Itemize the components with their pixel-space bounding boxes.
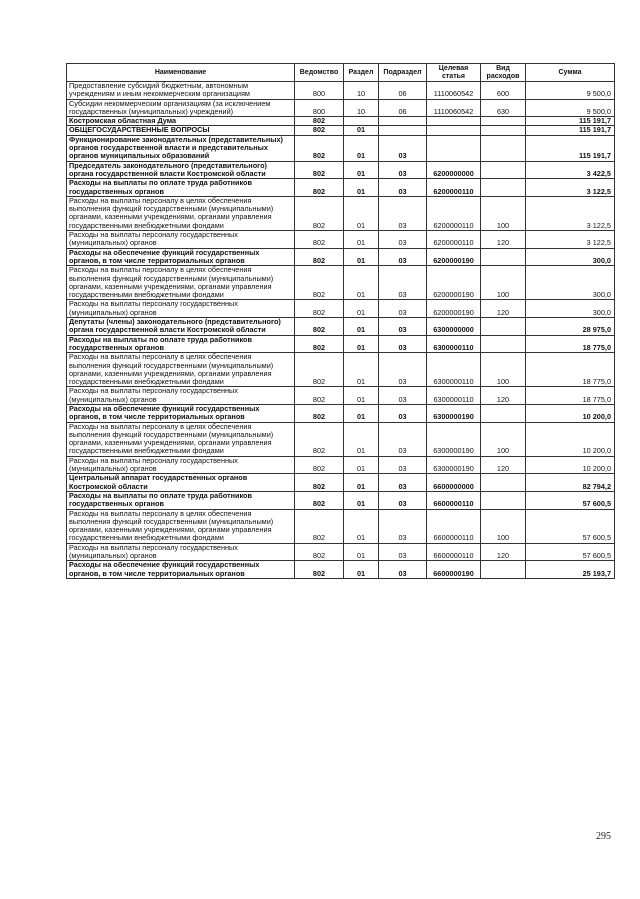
cell-summa: 57 600,5 [526,509,615,543]
cell-podrazdel: 03 [379,161,427,179]
cell-name: Расходы на выплаты по оплате труда работников государственных органов [67,335,295,353]
cell-tselevaya-statya [427,117,481,126]
cell-razdel: 01 [344,474,379,492]
cell-vid-raskhodov: 630 [481,99,526,117]
cell-name: Расходы на обеспечение функций государственных органов, в том числе территориальных органов [67,248,295,266]
cell-tselevaya-statya: 6300000000 [427,318,481,336]
table-row [67,135,615,161]
table-row [67,117,615,126]
cell-summa: 82 794,2 [526,474,615,492]
cell-razdel: 01 [344,335,379,353]
cell-summa: 10 200,0 [526,456,615,474]
cell-summa: 3 122,5 [526,231,615,249]
cell-podrazdel: 03 [379,335,427,353]
cell-vedomstvo: 802 [295,543,344,561]
cell-summa: 3 122,5 [526,196,615,230]
cell-tselevaya-statya: 6600000190 [427,561,481,579]
table-row [67,387,615,405]
cell-name: Расходы на выплаты персоналу государственных (муниципальных) органов [67,387,295,405]
table-row [67,404,615,422]
cell-vid-raskhodov [481,248,526,266]
cell-name: ОБЩЕГОСУДАРСТВЕННЫЕ ВОПРОСЫ [67,126,295,135]
table-row [67,491,615,509]
cell-name: Расходы на выплаты по оплате труда работников государственных органов [67,179,295,197]
cell-podrazdel: 03 [379,135,427,161]
table-row [67,161,615,179]
table-row [67,353,615,387]
cell-summa: 300,0 [526,248,615,266]
cell-name: Расходы на выплаты персоналу в целях обеспечения выполнения функций государственными (муниципальными) органами, казенными учреждениями, органами управления государственными внебюджетными фондами [67,266,295,300]
cell-name: Расходы на выплаты персоналу в целях обеспечения выполнения функций государственными (муниципальными) органами, казенными учреждениями, органами управления государственными внебюджетными фондами [67,353,295,387]
cell-vedomstvo: 802 [295,161,344,179]
cell-vedomstvo: 802 [295,179,344,197]
cell-tselevaya-statya: 6300000110 [427,335,481,353]
cell-razdel: 01 [344,179,379,197]
cell-podrazdel: 03 [379,509,427,543]
table-row [67,231,615,249]
cell-name: Расходы на выплаты персоналу государственных (муниципальных) органов [67,543,295,561]
cell-vid-raskhodov [481,335,526,353]
table-row [67,82,615,100]
cell-vid-raskhodov: 600 [481,82,526,100]
cell-tselevaya-statya: 6600000110 [427,509,481,543]
cell-vedomstvo: 802 [295,126,344,135]
cell-vid-raskhodov: 100 [481,196,526,230]
cell-podrazdel: 03 [379,353,427,387]
cell-tselevaya-statya: 6200000190 [427,248,481,266]
table-row [67,126,615,135]
cell-podrazdel: 03 [379,543,427,561]
cell-name: Расходы на выплаты персоналу государственных (муниципальных) органов [67,300,295,318]
cell-razdel: 01 [344,561,379,579]
cell-podrazdel: 03 [379,266,427,300]
cell-name: Расходы на обеспечение функций государственных органов, в том числе территориальных органов [67,561,295,579]
cell-podrazdel: 03 [379,387,427,405]
cell-razdel: 01 [344,161,379,179]
cell-tselevaya-statya: 6200000000 [427,161,481,179]
cell-podrazdel: 03 [379,456,427,474]
cell-vedomstvo: 802 [295,231,344,249]
cell-tselevaya-statya: 6200000110 [427,196,481,230]
cell-podrazdel: 06 [379,99,427,117]
cell-summa: 9 500,0 [526,82,615,100]
cell-name: Субсидии некоммерческим организациям (за исключением государственных (муниципальных) учреждений) [67,99,295,117]
cell-name: Костромская областная Дума [67,117,295,126]
table-row [67,474,615,492]
cell-tselevaya-statya: 6600000110 [427,543,481,561]
cell-vedomstvo: 802 [295,318,344,336]
cell-vid-raskhodov [481,126,526,135]
table-row [67,99,615,117]
cell-name: Расходы на выплаты персоналу в целях обеспечения выполнения функций государственными (муниципальными) органами, казенными учреждениями, органами управления государственными внебюджетными фондами [67,509,295,543]
cell-razdel: 01 [344,266,379,300]
cell-vedomstvo: 800 [295,99,344,117]
cell-razdel: 01 [344,126,379,135]
cell-summa: 10 200,0 [526,404,615,422]
cell-razdel: 10 [344,82,379,100]
cell-vedomstvo: 800 [295,82,344,100]
cell-razdel: 01 [344,300,379,318]
cell-summa: 57 600,5 [526,491,615,509]
cell-vid-raskhodov: 120 [481,300,526,318]
cell-podrazdel: 03 [379,404,427,422]
table-row [67,543,615,561]
cell-razdel: 01 [344,509,379,543]
header-vid-raskhodov: Вид расходов [481,64,526,82]
cell-razdel: 01 [344,387,379,405]
cell-vid-raskhodov: 100 [481,422,526,456]
cell-vedomstvo: 802 [295,561,344,579]
table-header-row [67,64,615,82]
cell-vid-raskhodov [481,161,526,179]
table-body [67,82,615,579]
table-row [67,422,615,456]
cell-vedomstvo: 802 [295,117,344,126]
cell-podrazdel: 03 [379,248,427,266]
cell-podrazdel: 03 [379,179,427,197]
cell-vid-raskhodov: 120 [481,543,526,561]
header-name: Наименование [67,64,295,82]
cell-razdel: 01 [344,543,379,561]
cell-summa: 115 191,7 [526,135,615,161]
cell-vid-raskhodov: 100 [481,509,526,543]
cell-vedomstvo: 802 [295,335,344,353]
cell-vedomstvo: 802 [295,196,344,230]
page-number: 295 [596,831,611,842]
cell-razdel: 01 [344,196,379,230]
cell-vid-raskhodov [481,561,526,579]
cell-vid-raskhodov: 120 [481,456,526,474]
cell-razdel: 01 [344,404,379,422]
cell-summa: 10 200,0 [526,422,615,456]
cell-tselevaya-statya: 1110060542 [427,99,481,117]
cell-razdel: 01 [344,491,379,509]
table-row [67,509,615,543]
header-razdel: Раздел [344,64,379,82]
header-vedomstvo: Ведомство [295,64,344,82]
cell-vid-raskhodov [481,117,526,126]
cell-summa: 115 191,7 [526,126,615,135]
cell-summa: 3 122,5 [526,179,615,197]
cell-summa: 28 975,0 [526,318,615,336]
cell-tselevaya-statya [427,135,481,161]
cell-tselevaya-statya: 6600000110 [427,491,481,509]
cell-tselevaya-statya: 6300000190 [427,422,481,456]
cell-tselevaya-statya: 6200000190 [427,266,481,300]
cell-podrazdel: 03 [379,561,427,579]
table-row [67,318,615,336]
cell-razdel [344,117,379,126]
table-row [67,561,615,579]
table-row [67,179,615,197]
cell-podrazdel: 06 [379,82,427,100]
cell-tselevaya-statya: 6300000110 [427,387,481,405]
cell-razdel: 01 [344,231,379,249]
cell-vedomstvo: 802 [295,456,344,474]
cell-vid-raskhodov: 100 [481,353,526,387]
cell-vedomstvo: 802 [295,248,344,266]
cell-podrazdel: 03 [379,231,427,249]
cell-podrazdel: 03 [379,422,427,456]
cell-summa: 25 193,7 [526,561,615,579]
cell-vedomstvo: 802 [295,387,344,405]
table-row [67,196,615,230]
cell-name: Расходы на выплаты персоналу государственных (муниципальных) органов [67,456,295,474]
cell-podrazdel: 03 [379,300,427,318]
cell-vid-raskhodov: 120 [481,387,526,405]
cell-name: Функционирование законодательных (представительных) органов государственной власти и представительных органов муниципальных образований [67,135,295,161]
cell-vedomstvo: 802 [295,422,344,456]
table-row [67,266,615,300]
cell-name: Центральный аппарат государственных органов Костромской области [67,474,295,492]
cell-vid-raskhodov [481,491,526,509]
cell-vedomstvo: 802 [295,135,344,161]
cell-podrazdel: 03 [379,196,427,230]
cell-name: Предоставление субсидий бюджетным, автономным учреждениям и иным некоммерческим организациям [67,82,295,100]
cell-vedomstvo: 802 [295,404,344,422]
cell-razdel: 01 [344,353,379,387]
cell-podrazdel: 03 [379,474,427,492]
cell-name: Председатель законодательного (представительного) органа государственной власти Костромской области [67,161,295,179]
cell-vid-raskhodov [481,318,526,336]
cell-name: Расходы на выплаты по оплате труда работников государственных органов [67,491,295,509]
cell-razdel: 01 [344,135,379,161]
cell-summa: 57 600,5 [526,543,615,561]
cell-summa: 300,0 [526,300,615,318]
cell-vedomstvo: 802 [295,474,344,492]
cell-name: Расходы на выплаты персоналу государственных (муниципальных) органов [67,231,295,249]
cell-vedomstvo: 802 [295,491,344,509]
table-row [67,456,615,474]
cell-tselevaya-statya: 6600000000 [427,474,481,492]
cell-vid-raskhodov: 120 [481,231,526,249]
cell-razdel: 10 [344,99,379,117]
cell-podrazdel [379,117,427,126]
cell-vedomstvo: 802 [295,353,344,387]
cell-vid-raskhodov [481,404,526,422]
cell-tselevaya-statya: 6300000190 [427,404,481,422]
cell-vedomstvo: 802 [295,300,344,318]
cell-summa: 18 775,0 [526,335,615,353]
cell-tselevaya-statya: 1110060542 [427,82,481,100]
cell-summa: 3 422,5 [526,161,615,179]
cell-vedomstvo: 802 [295,509,344,543]
cell-podrazdel: 03 [379,318,427,336]
cell-tselevaya-statya: 6300000110 [427,353,481,387]
cell-podrazdel [379,126,427,135]
table-row [67,300,615,318]
cell-podrazdel: 03 [379,491,427,509]
cell-name: Расходы на выплаты персоналу в целях обеспечения выполнения функций государственными (муниципальными) органами, казенными учреждениями, органами управления государственными внебюджетными фондами [67,196,295,230]
cell-vid-raskhodov [481,474,526,492]
cell-name: Депутаты (члены) законодательного (представительного) органа государственной власти Костромской области [67,318,295,336]
cell-tselevaya-statya [427,126,481,135]
table-row [67,335,615,353]
cell-summa: 18 775,0 [526,387,615,405]
cell-razdel: 01 [344,422,379,456]
header-summa: Сумма [526,64,615,82]
cell-tselevaya-statya: 6200000110 [427,231,481,249]
cell-tselevaya-statya: 6200000190 [427,300,481,318]
cell-vid-raskhodov [481,179,526,197]
cell-razdel: 01 [344,456,379,474]
cell-name: Расходы на выплаты персоналу в целях обеспечения выполнения функций государственными (муниципальными) органами, казенными учреждениями, органами управления государственными внебюджетными фондами [67,422,295,456]
cell-summa: 18 775,0 [526,353,615,387]
cell-razdel: 01 [344,248,379,266]
cell-name: Расходы на обеспечение функций государственных органов, в том числе территориальных органов [67,404,295,422]
header-tselevaya-statya: Целевая статья [427,64,481,82]
cell-summa: 115 191,7 [526,117,615,126]
cell-tselevaya-statya: 6300000190 [427,456,481,474]
budget-table [66,63,615,579]
cell-vid-raskhodov [481,135,526,161]
table-row [67,248,615,266]
cell-vedomstvo: 802 [295,266,344,300]
header-podrazdel: Подраздел [379,64,427,82]
cell-summa: 9 500,0 [526,99,615,117]
cell-tselevaya-statya: 6200000110 [427,179,481,197]
cell-vid-raskhodov: 100 [481,266,526,300]
cell-summa: 300,0 [526,266,615,300]
cell-razdel: 01 [344,318,379,336]
